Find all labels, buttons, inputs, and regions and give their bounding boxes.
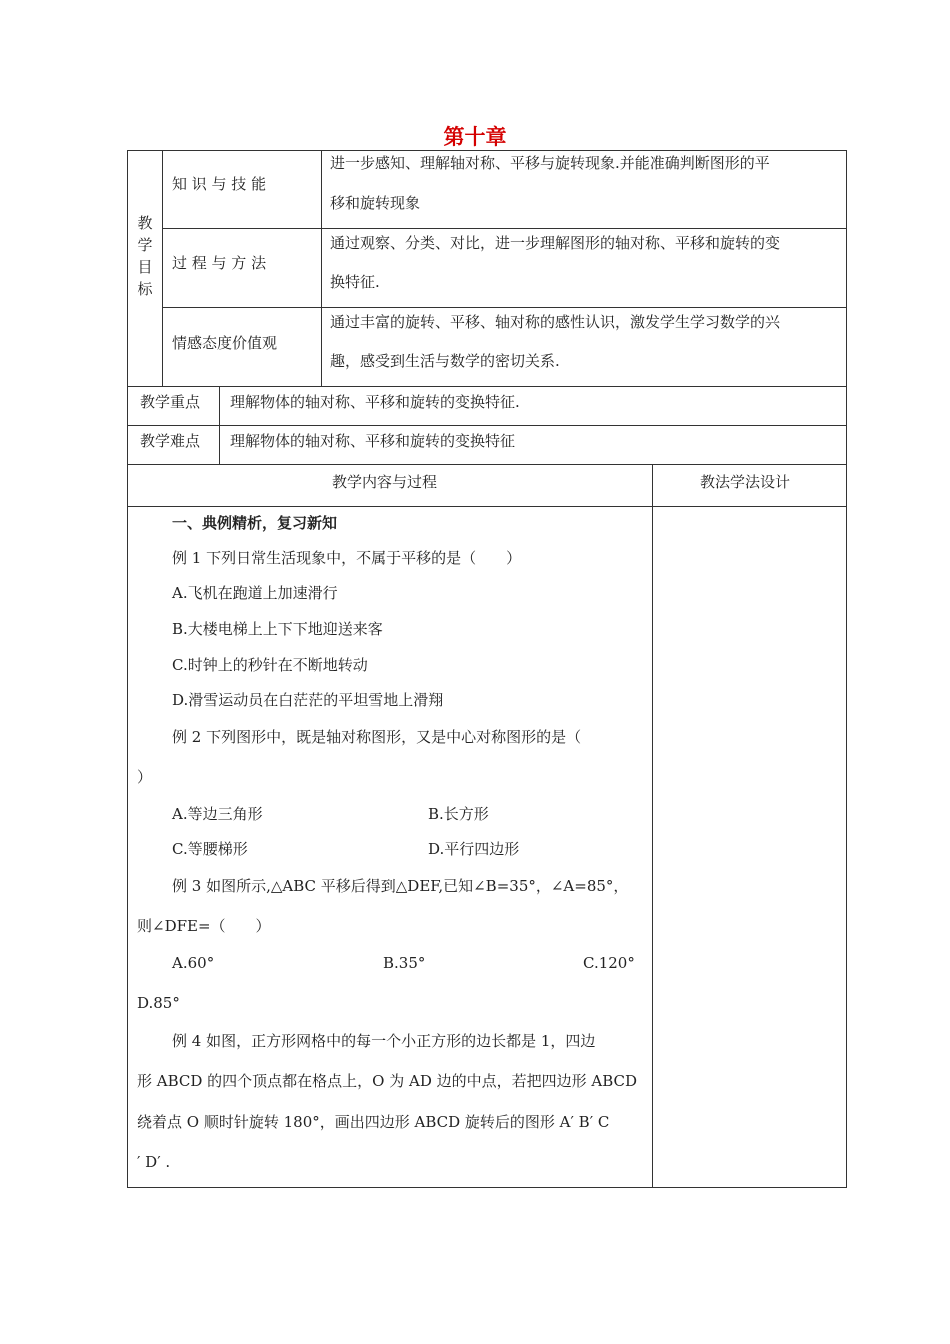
example-2-question: ） bbox=[137, 768, 153, 786]
example-1-option: A.飞机在跑道上加速滑行 bbox=[172, 584, 338, 602]
row-divider bbox=[127, 464, 847, 465]
objective-text: 通过观察、分类、对比，进一步理解图形的轴对称、平移和旋转的变 bbox=[330, 234, 781, 252]
column-divider bbox=[162, 150, 163, 387]
example-1-question: 例 1 下列日常生活现象中，不属于平移的是（ ） bbox=[172, 549, 522, 567]
objective-label-process: 过 程 与 方 法 bbox=[172, 254, 267, 272]
column-divider bbox=[321, 150, 322, 387]
objective-text: 换特征. bbox=[330, 273, 380, 291]
example-4-text: ′ D′ . bbox=[137, 1153, 171, 1171]
objective-text: 趣，感受到生活与数学的密切关系. bbox=[330, 352, 560, 370]
column-divider bbox=[652, 464, 653, 1188]
example-4-text: 例 4 如图，正方形网格中的每一个小正方形的边长都是 1，四边 bbox=[172, 1032, 596, 1050]
difficulty-text: 理解物体的轴对称、平移和旋转的变换特征 bbox=[230, 432, 516, 450]
example-3-question: 则∠DFE=（ ） bbox=[137, 917, 271, 935]
example-1-option: D.滑雪运动员在白茫茫的平坦雪地上滑翔 bbox=[172, 691, 444, 709]
objective-text: 移和旋转现象 bbox=[330, 194, 421, 212]
example-4-text: 绕着点 O 顺时针旋转 180°，画出四边形 ABCD 旋转后的图形 A′ B′ C bbox=[137, 1113, 610, 1131]
page-title: 第十章 bbox=[443, 125, 507, 149]
key-point-text: 理解物体的轴对称、平移和旋转的变换特征. bbox=[230, 393, 520, 411]
objective-text: 通过丰富的旋转、平移、轴对称的感性认识，激发学生学习数学的兴 bbox=[330, 313, 781, 331]
example-3-option: B.35° bbox=[383, 954, 426, 972]
example-2-option: D.平行四边形 bbox=[428, 840, 520, 858]
example-1-option: B.大楼电梯上上下下地迎送来客 bbox=[172, 620, 383, 638]
content-header: 教学内容与过程 bbox=[332, 473, 438, 491]
example-1-option: C.时钟上的秒针在不断地转动 bbox=[172, 656, 368, 674]
objectives-label: 教 学 目 标 bbox=[137, 214, 153, 298]
section-title: 一、典例精析，复习新知 bbox=[172, 514, 338, 532]
objective-label-knowledge: 知 识 与 技 能 bbox=[172, 175, 267, 193]
example-2-option: B.长方形 bbox=[428, 805, 489, 823]
key-point-label: 教学重点 bbox=[140, 393, 201, 411]
row-divider bbox=[127, 425, 847, 426]
example-3-option: D.85° bbox=[137, 994, 180, 1012]
example-4-text: 形 ABCD 的四个顶点都在格点上，O 为 AD 边的中点，若把四边形 ABCD bbox=[137, 1072, 638, 1090]
row-divider bbox=[162, 307, 847, 308]
row-divider bbox=[127, 506, 847, 507]
example-2-option: C.等腰梯形 bbox=[172, 840, 248, 858]
column-divider bbox=[219, 386, 220, 465]
method-header: 教法学法设计 bbox=[700, 473, 791, 491]
example-3-question: 例 3 如图所示,△ABC 平移后得到△DEF,已知∠B=35°，∠A=85°， bbox=[172, 877, 629, 895]
difficulty-label: 教学难点 bbox=[140, 432, 201, 450]
objective-text: 进一步感知、理解轴对称、平移与旋转现象.并能准确判断图形的平 bbox=[330, 154, 770, 172]
objective-label-emotion: 情感态度价值观 bbox=[172, 334, 278, 352]
example-3-option: C.120° bbox=[583, 954, 635, 972]
example-3-option: A.60° bbox=[172, 954, 215, 972]
example-2-question: 例 2 下列图形中，既是轴对称图形，又是中心对称图形的是（ bbox=[172, 728, 582, 746]
row-divider bbox=[162, 228, 847, 229]
example-2-option: A.等边三角形 bbox=[172, 805, 263, 823]
row-divider bbox=[127, 386, 847, 387]
